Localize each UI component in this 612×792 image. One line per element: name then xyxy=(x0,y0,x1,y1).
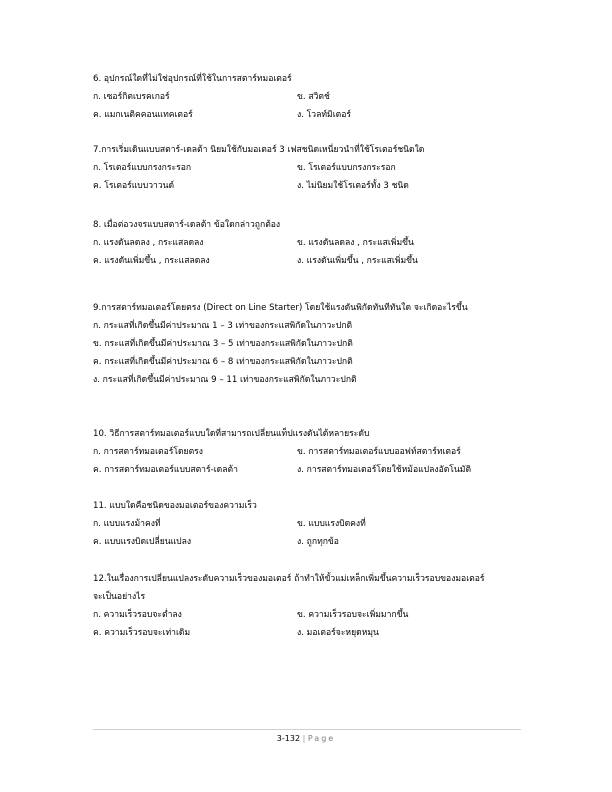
options-row xyxy=(93,443,533,461)
option-a: ก. แบบแรงม้าคงที่ xyxy=(93,519,161,529)
question-text: 12.ในเรื่องการเปลี่ยนแปลงระดับความเร็วของมอเตอร์ ถ้าทำให้ขั้วแม่เหล็กเพิ่มขึ้นความเร็วรอบของมอเตอร์ xyxy=(93,574,485,584)
options-row xyxy=(93,606,533,624)
option-c: ค. การสตาร์ทมอเตอร์แบบสตาร์-เดลต้า xyxy=(93,465,238,475)
page-number: 3-132 xyxy=(276,734,301,743)
question-6 xyxy=(93,70,533,124)
option-a: ก. แรงดันลดลง , กระแสลดลง xyxy=(93,238,204,248)
option-b: ข. โรเตอร์แบบกรงกระรอก xyxy=(297,163,396,173)
options-row xyxy=(93,106,533,124)
option-d: ง. มอเตอร์จะหยุดหมุน xyxy=(297,628,379,638)
option-a: ก. การสตาร์ทมอเตอร์โดยตรง xyxy=(93,447,203,457)
question-text: 11. แบบใดคือชนิดของมอเตอร์ของความเร็ว xyxy=(93,501,257,511)
option-c: ค. แรงดันเพิ่มขึ้น , กระแสลดลง xyxy=(93,256,210,266)
option-a: ก. ความเร็วรอบจะต่ำลง xyxy=(93,610,182,620)
page-label: Page xyxy=(307,734,336,743)
question-text: 10. วิธีการสตาร์ทมอเตอร์แบบใดที่สามารถเปลี่ยนแท็ปแรงดันได้หลายระดับ xyxy=(93,429,370,439)
question-text: 7.การเริ่มเดินแบบสตาร์-เดลต้า นิยมใช้กับมอเตอร์ 3 เฟสชนิดเหนี่ยวนำที่ใช้โรเตอร์ชนิดใด xyxy=(93,145,425,155)
options-row xyxy=(93,515,533,533)
option-c: ค. ความเร็วรอบจะเท่าเดิม xyxy=(93,628,191,638)
question-9 xyxy=(93,299,533,389)
question-12 xyxy=(93,570,533,642)
option-d: ง. การสตาร์ทมอเตอร์โดยใช้หม้อแปลงอัตโนมัติ xyxy=(297,465,472,475)
options-row xyxy=(93,533,533,551)
option-a: ก. เซอร์กิตเบรคเกอร์ xyxy=(93,92,170,102)
question-7 xyxy=(93,141,533,195)
option-b: ข. การสตาร์ทมอเตอร์แบบออฟท์สตาร์ทเตอร์ xyxy=(297,447,461,457)
question-10 xyxy=(93,425,533,479)
options-row xyxy=(93,88,533,106)
option-b: ข. กระแสที่เกิดขึ้นมีค่าประมาณ 3 – 5 เท่าของกระแสพิกัดในภาวะปกติ xyxy=(93,339,353,349)
option-a: ก. โรเตอร์แบบกรงกระรอก xyxy=(93,163,192,173)
option-b: ข. สวิตช์ xyxy=(297,92,330,102)
options-row xyxy=(93,159,533,177)
options-row xyxy=(93,624,533,642)
option-c: ค. กระแสที่เกิดขึ้นมีค่าประมาณ 6 – 8 เท่าของกระแสพิกัดในภาวะปกติ xyxy=(93,357,353,367)
option-c: ค. แบบแรงบิดเปลี่ยนแปลง xyxy=(93,537,192,547)
options-row xyxy=(93,234,533,252)
option-d: ง. กระแสที่เกิดขึ้นมีค่าประมาณ 9 – 11 เท่าของกระแสพิกัดในภาวะปกติ xyxy=(93,375,357,385)
option-b: ข. ความเร็วรอบจะเพิ่มมากขึ้น xyxy=(297,610,409,620)
footer-divider xyxy=(93,729,521,730)
option-d: ง. ถูกทุกข้อ xyxy=(297,537,339,547)
option-d: ง. แรงดันเพิ่มขึ้น , กระแสเพิ่มขึ้น xyxy=(297,256,418,266)
question-text: 8. เมื่อต่อวงจรแบบสตาร์-เดลต้า ข้อใดกล่าวถูกต้อง xyxy=(93,220,281,230)
question-text: 9.การสตาร์ทมอเตอร์โดยตรง (Direct on Line Starter) โดยใช้แรงดันพิกัดทันทีทันใด จะเกิดอะไรขึ้น xyxy=(93,303,468,313)
page-footer xyxy=(0,733,612,745)
question-text: 6. อุปกรณ์ใดที่ไม่ใช่อุปกรณ์ที่ใช้ในการสตาร์ทมอเตอร์ xyxy=(93,74,292,84)
question-8 xyxy=(93,216,533,270)
option-d: ง. ไม่นิยมใช้โรเตอร์ทั้ง 3 ชนิด xyxy=(297,181,409,191)
option-a: ก. กระแสที่เกิดขึ้นมีค่าประมาณ 1 – 3 เท่าของกระแสพิกัดในภาวะปกติ xyxy=(93,321,353,331)
options-row xyxy=(93,461,533,479)
option-b: ข. แบบแรงบิดคงที่ xyxy=(297,519,366,529)
option-c: ค. แมกเนติคคอนแทคเตอร์ xyxy=(93,110,193,120)
options-row xyxy=(93,252,533,270)
option-d: ง. โวลท์มิเตอร์ xyxy=(297,110,351,120)
option-b: ข. แรงดันลดลง , กระแสเพิ่มขึ้น xyxy=(297,238,414,248)
question-11 xyxy=(93,497,533,551)
footer-separator: | xyxy=(302,734,306,743)
options-row xyxy=(93,177,533,195)
option-c: ค. โรเตอร์แบบวาวนด์ xyxy=(93,181,175,191)
question-text-continued: จะเป็นอย่างไร xyxy=(93,592,146,602)
